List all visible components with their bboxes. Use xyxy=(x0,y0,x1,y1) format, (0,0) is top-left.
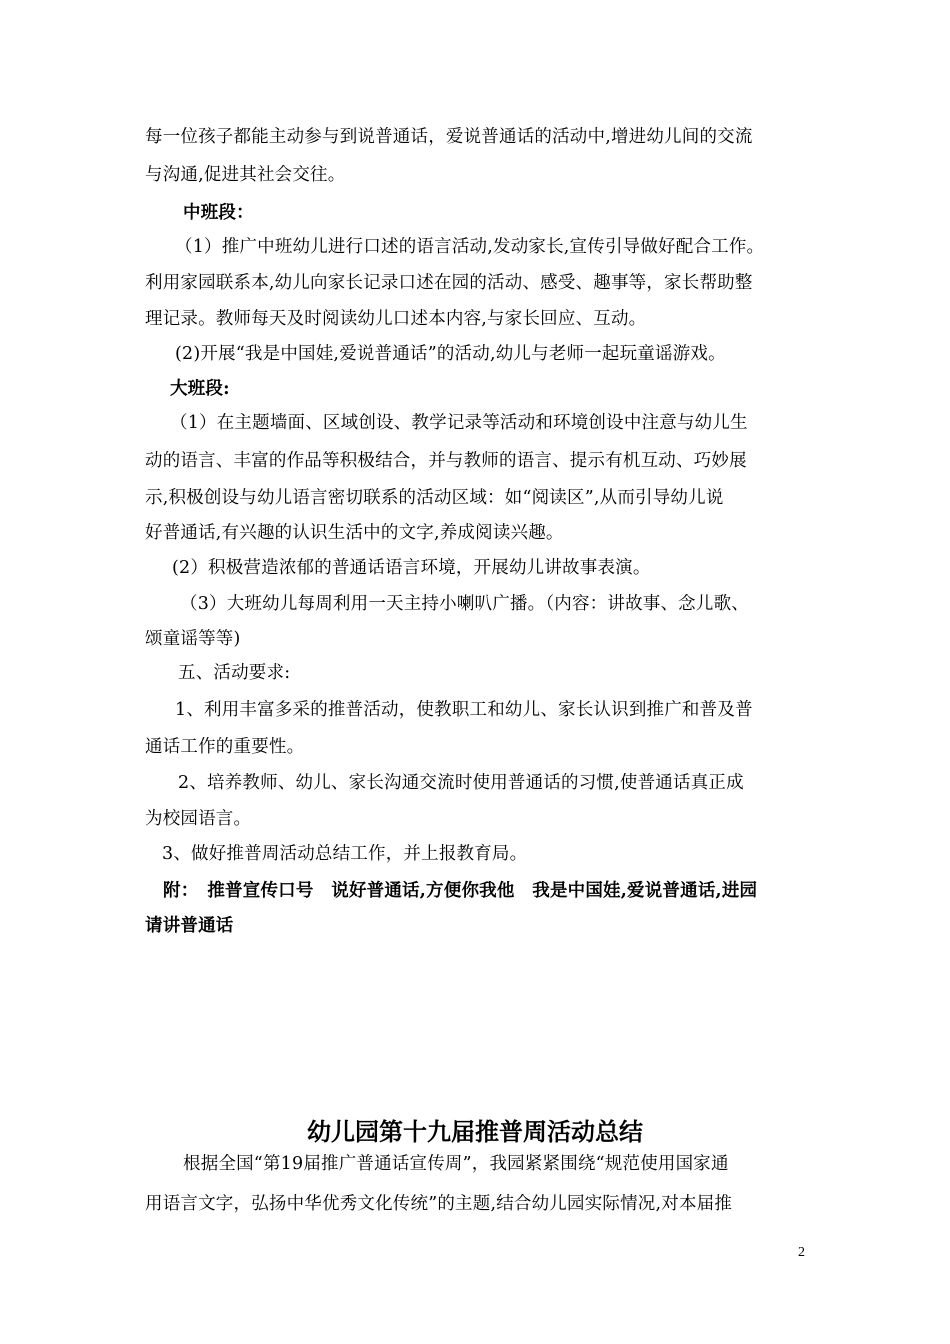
paragraph-line: 好普通话,有兴趣的认识生活中的文字,养成阅读兴趣。 xyxy=(145,523,564,543)
section-heading-middle-class: 中班段： xyxy=(183,203,254,223)
section-heading-senior-class: 大班段: xyxy=(170,379,230,399)
paragraph-line: (2）积极营造浓郁的普通话语言环境，开展幼儿讲故事表演。 xyxy=(172,558,651,578)
paragraph-line: 根据全国“第19届推广普通话宣传周”，我园紧紧围绕“规范使用国家通 xyxy=(183,1154,729,1174)
paragraph-line: 与沟通,促进其社会交往。 xyxy=(145,165,346,185)
paragraph-line: 动的语言、丰富的作品等积极结合，并与教师的语言、提示有机互动、巧妙展 xyxy=(145,451,747,471)
paragraph-line: 3、做好推普周活动总结工作，并上报教育局。 xyxy=(162,844,528,864)
paragraph-line: 用语言文字，弘扬中华优秀文化传统”的主题,结合幼儿园实际情况,对本届推 xyxy=(145,1194,733,1214)
slogan-line: 请讲普通话 xyxy=(145,916,234,936)
paragraph-line: (2)开展“我是中国娃,爱说普通话”的活动,幼儿与老师一起玩童谣游戏。 xyxy=(175,344,726,364)
paragraph-line: 示,积极创设与幼儿语言密切联系的活动区域：如“阅读区”,从而引导幼儿说 xyxy=(145,488,724,508)
section-title: 幼儿园第十九届推普周活动总结 xyxy=(307,1117,643,1146)
paragraph-line: 利用家园联系本,幼儿向家长记录口述在园的活动、感受、趣事等，家长帮助整 xyxy=(145,273,753,293)
paragraph-line: （1）在主题墙面、区域创设、教学记录等活动和环境创设中注意与幼儿生 xyxy=(170,413,748,433)
paragraph-line: 理记录。教师每天及时阅读幼儿口述本内容,与家长回应、互动。 xyxy=(145,309,647,329)
paragraph-line: 1、利用丰富多采的推普活动，使教职工和幼儿、家长认识到推广和普及普 xyxy=(175,700,753,720)
paragraph-line: （1）推广中班幼儿进行口述的语言活动,发动家长,宣传引导做好配合工作。 xyxy=(175,237,765,257)
slogan-line: 附： 推普宣传口号 说好普通话,方便你我他 我是中国娃,爱说普通话,进园 xyxy=(163,881,758,901)
paragraph-line: 为校园语言。 xyxy=(145,809,252,829)
paragraph-line: 颂童谣等等) xyxy=(145,629,241,649)
page-number: 2 xyxy=(798,1245,805,1260)
paragraph-line: 通话工作的重要性。 xyxy=(145,737,305,757)
paragraph-line: （3）大班幼儿每周利用一天主持小喇叭广播。（内容：讲故事、念儿歌、 xyxy=(180,594,749,614)
paragraph-line: 每一位孩子都能主动参与到说普通话，爱说普通话的活动中,增进幼儿间的交流 xyxy=(145,127,753,147)
section-heading-requirements: 五、活动要求: xyxy=(178,663,291,683)
paragraph-line: 2、培养教师、幼儿、家长沟通交流时使用普通话的习惯,使普通话真正成 xyxy=(178,773,744,793)
